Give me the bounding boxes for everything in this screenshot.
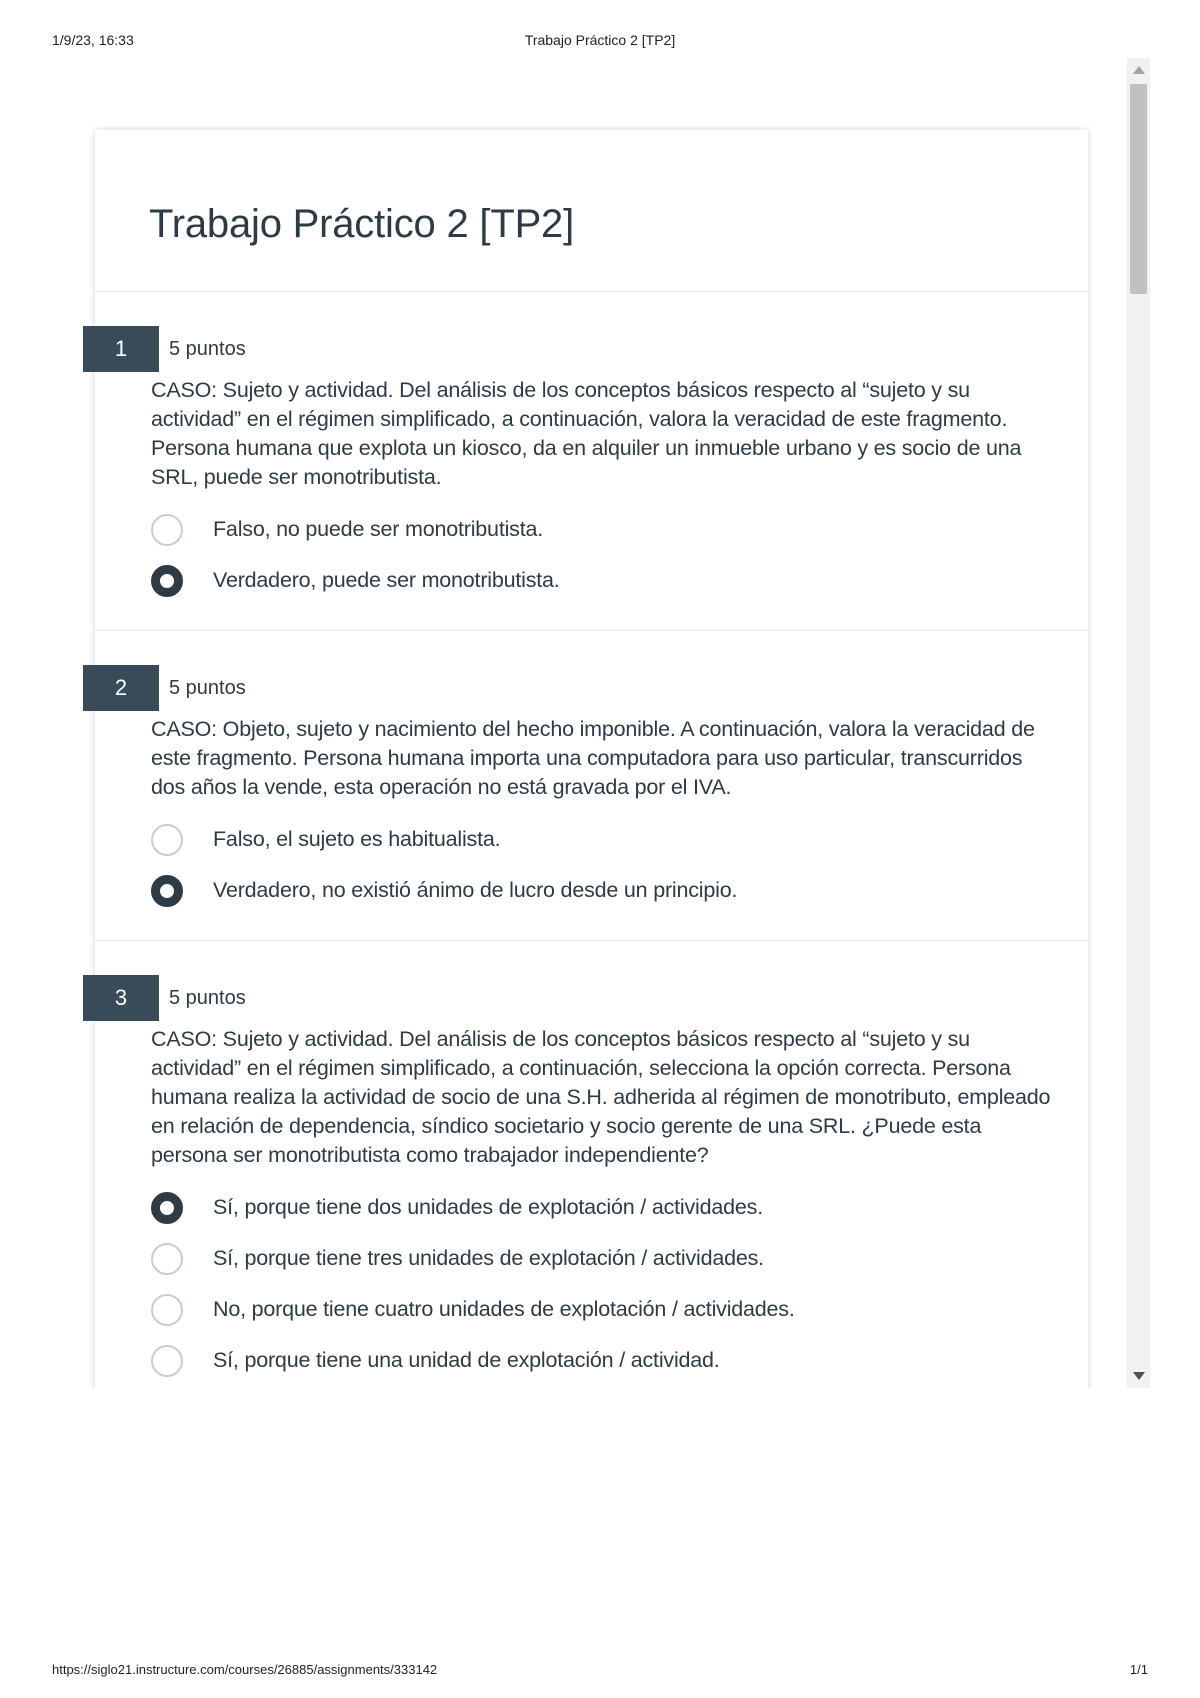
quiz-card xyxy=(95,130,1088,1388)
scroll-down-arrow-icon[interactable] xyxy=(1133,1372,1145,1380)
question-points: 5 puntos xyxy=(169,987,246,1009)
scroll-up-arrow-icon[interactable] xyxy=(1133,66,1145,74)
radio-button-selected[interactable] xyxy=(151,1192,183,1224)
answer-label[interactable]: Sí, porque tiene una unidad de explotación / actividad. xyxy=(213,1348,720,1372)
radio-button-selected[interactable] xyxy=(151,875,183,907)
question-1 xyxy=(95,292,1088,631)
answer-label[interactable]: Verdadero, no existió ánimo de lucro desde un principio. xyxy=(213,878,738,902)
answer-option[interactable] xyxy=(151,865,1062,916)
print-footer xyxy=(52,1662,1148,1682)
answer-label[interactable]: Verdadero, puede ser monotributista. xyxy=(213,568,560,592)
answer-list xyxy=(151,814,1062,940)
print-page-count: 1/1 xyxy=(1129,1662,1148,1677)
scrollbar-thumb[interactable] xyxy=(1130,84,1147,294)
print-datetime: 1/9/23, 16:33 xyxy=(52,32,134,48)
radio-button[interactable] xyxy=(151,1294,183,1326)
print-url: https://siglo21.instructure.com/courses/26885/assignments/333142 xyxy=(52,1662,438,1677)
question-3 xyxy=(95,941,1088,1388)
answer-option[interactable] xyxy=(151,1233,1062,1284)
quiz-title: Trabajo Práctico 2 [TP2] xyxy=(149,202,575,246)
question-text: CASO: Sujeto y actividad. Del análisis de los conceptos básicos respecto al “sujeto y su actividad” en el régimen simplificado, a continuación, valora la veracidad de este fragmento. Persona humana que explota un kiosco, da en alquiler un inmueble urbano y es socio de una SRL, puede ser monotributista. xyxy=(151,378,1022,489)
question-number-badge: 2 xyxy=(83,665,159,711)
radio-button[interactable] xyxy=(151,1243,183,1275)
answer-option[interactable] xyxy=(151,1335,1062,1386)
answer-label[interactable]: Sí, porque tiene tres unidades de explotación / actividades. xyxy=(213,1246,764,1270)
print-header xyxy=(52,32,1148,52)
answer-label[interactable]: Sí, porque tiene dos unidades de explotación / actividades. xyxy=(213,1195,763,1219)
answer-label[interactable]: Falso, no puede ser monotributista. xyxy=(213,517,544,541)
vertical-scrollbar[interactable] xyxy=(1127,58,1150,1388)
question-text: CASO: Objeto, sujeto y nacimiento del hecho imponible. A continuación, valora la veracidad de este fragmento. Persona humana importa una computadora para uso particular, transcurridos dos años la vende, esta operación no está gravada por el IVA. xyxy=(151,717,1035,799)
question-points: 5 puntos xyxy=(169,338,246,360)
answer-list xyxy=(151,1182,1062,1388)
answer-label[interactable]: Falso, el sujeto es habitualista. xyxy=(213,827,501,851)
question-2 xyxy=(95,631,1088,941)
answer-list xyxy=(151,504,1062,630)
question-number-badge: 1 xyxy=(83,326,159,372)
radio-button[interactable] xyxy=(151,514,183,546)
quiz-header xyxy=(95,130,1088,292)
answer-option[interactable] xyxy=(151,1182,1062,1233)
print-page-title: Trabajo Práctico 2 [TP2] xyxy=(524,32,676,48)
answer-option[interactable] xyxy=(151,555,1062,606)
answer-option[interactable] xyxy=(151,1284,1062,1335)
question-text: CASO: Sujeto y actividad. Del análisis de los conceptos básicos respecto al “sujeto y su actividad” en el régimen simplificado, a continuación, selecciona la opción correcta. Persona humana realiza la actividad de socio de una S.H. adherida al régimen de monotributo, empleado en relación de dependencia, síndico societario y socio gerente de una SRL. ¿Puede esta persona ser monotributista como trabajador independiente? xyxy=(151,1027,1051,1167)
question-points: 5 puntos xyxy=(169,677,246,699)
answer-option[interactable] xyxy=(151,504,1062,555)
browser-viewport xyxy=(52,58,1150,1388)
answer-option[interactable] xyxy=(151,814,1062,865)
radio-button[interactable] xyxy=(151,824,183,856)
radio-button[interactable] xyxy=(151,1345,183,1377)
radio-button-selected[interactable] xyxy=(151,565,183,597)
answer-label[interactable]: No, porque tiene cuatro unidades de explotación / actividades. xyxy=(213,1297,795,1321)
question-number-badge: 3 xyxy=(83,975,159,1021)
